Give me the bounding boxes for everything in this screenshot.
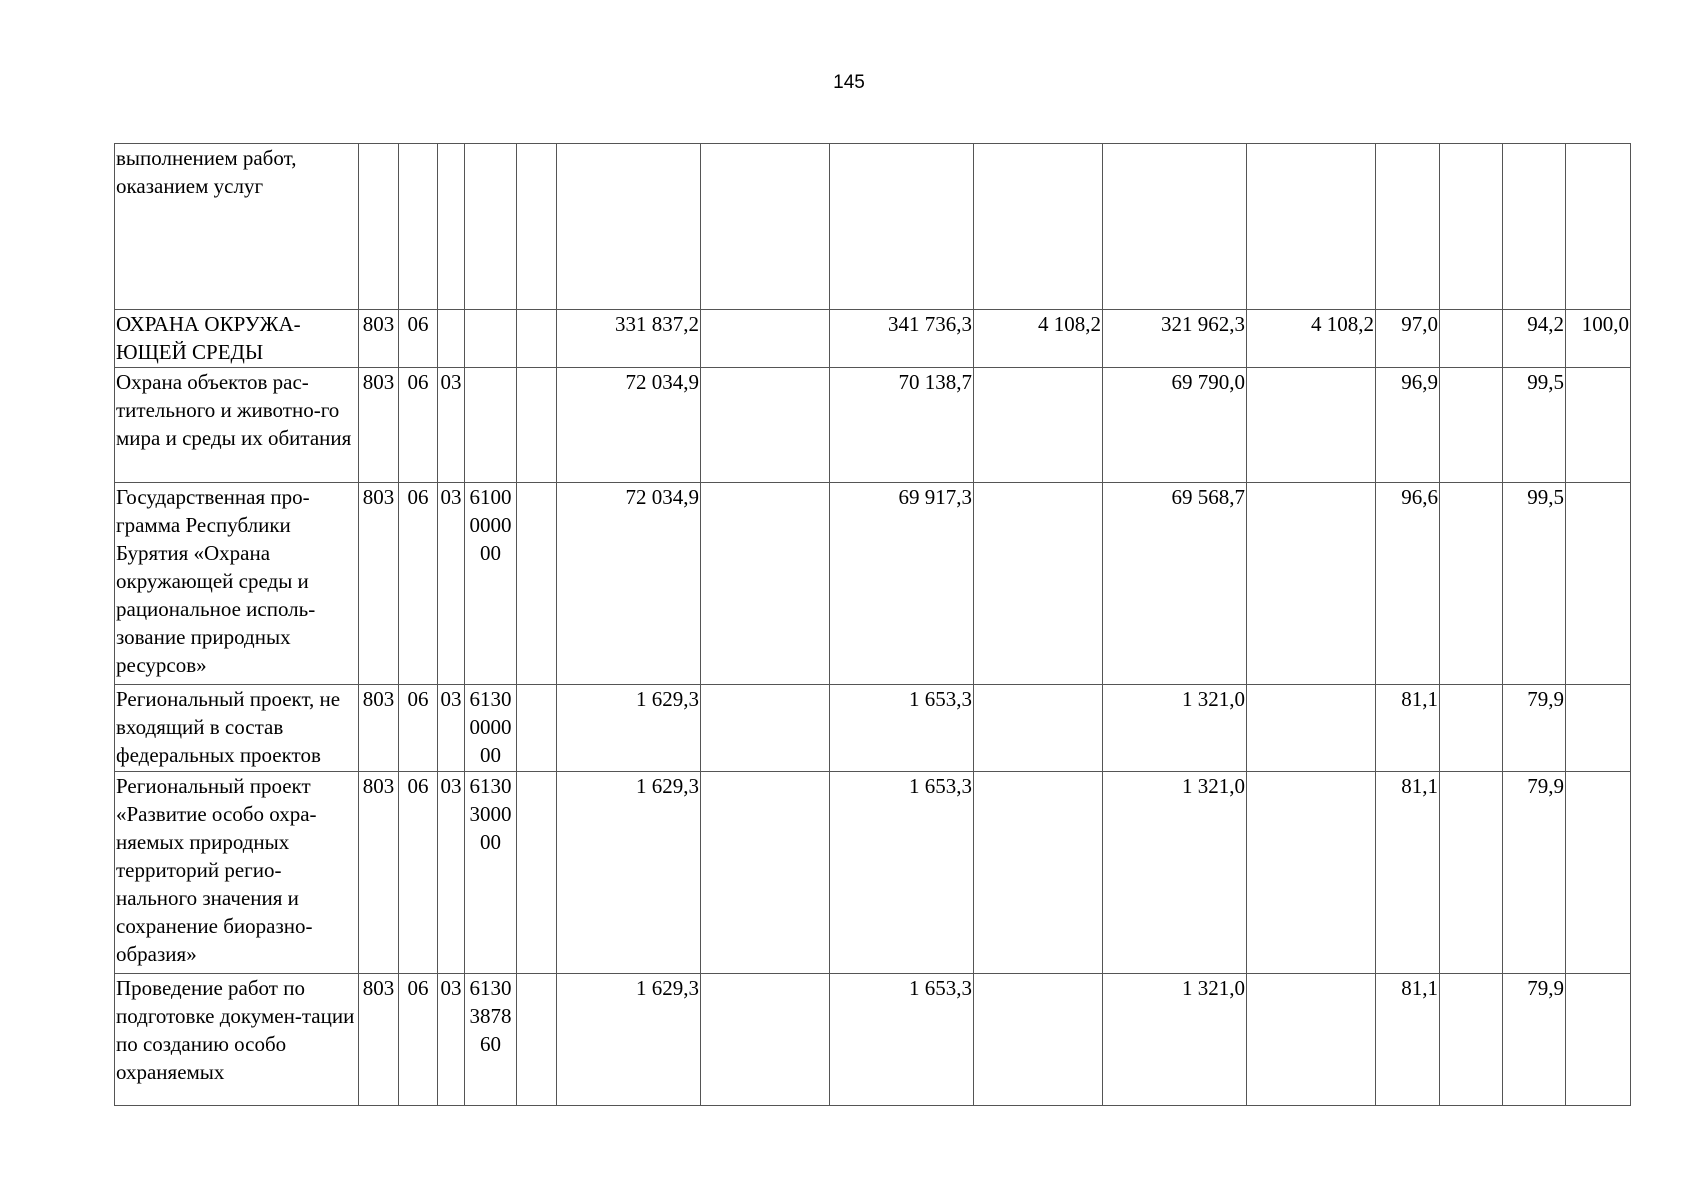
table-row <box>115 685 1631 772</box>
subsection-code-cell: 03 <box>438 974 465 1106</box>
value-cell-6: 4 108,2 <box>1247 310 1376 368</box>
percent-cell-2 <box>1440 144 1503 310</box>
percent-cell-3: 79,9 <box>1503 974 1566 1106</box>
value-cell-2 <box>701 974 830 1106</box>
value-cell-4 <box>974 772 1103 974</box>
target-article-cell: 6130000000 <box>465 685 517 772</box>
percent-cell-4 <box>1566 483 1631 685</box>
expense-type-cell <box>517 974 557 1106</box>
value-cell-5: 1 321,0 <box>1103 685 1247 772</box>
expense-type-cell <box>517 483 557 685</box>
percent-cell-1: 81,1 <box>1376 685 1440 772</box>
value-cell-3: 70 138,7 <box>830 368 974 483</box>
table-row <box>115 144 1631 310</box>
percent-cell-4 <box>1566 144 1631 310</box>
page-number: 145 <box>833 72 865 93</box>
value-cell-4 <box>974 974 1103 1106</box>
value-cell-5: 69 790,0 <box>1103 368 1247 483</box>
adm-code-cell: 803 <box>359 772 399 974</box>
value-cell-1: 331 837,2 <box>557 310 701 368</box>
value-cell-5 <box>1103 144 1247 310</box>
expense-type-cell <box>517 144 557 310</box>
percent-cell-1: 96,9 <box>1376 368 1440 483</box>
value-cell-2 <box>701 368 830 483</box>
percent-cell-3: 99,5 <box>1503 368 1566 483</box>
percent-cell-3: 79,9 <box>1503 772 1566 974</box>
target-article-cell: 6130387860 <box>465 974 517 1106</box>
row-name-cell: Проведение работ по подготовке докумен-тации по созданию особо охраняемых <box>115 974 359 1106</box>
value-cell-1: 1 629,3 <box>557 772 701 974</box>
percent-cell-3: 99,5 <box>1503 483 1566 685</box>
value-cell-3: 1 653,3 <box>830 974 974 1106</box>
value-cell-2 <box>701 483 830 685</box>
value-cell-4 <box>974 368 1103 483</box>
value-cell-2 <box>701 772 830 974</box>
target-article-cell: 6100000000 <box>465 483 517 685</box>
percent-cell-2 <box>1440 772 1503 974</box>
table-row <box>115 483 1631 685</box>
adm-code-cell <box>359 144 399 310</box>
percent-cell-3: 94,2 <box>1503 310 1566 368</box>
table-row <box>115 772 1631 974</box>
value-cell-1 <box>557 144 701 310</box>
budget-table <box>114 143 1631 1106</box>
table-row <box>115 368 1631 483</box>
table-row <box>115 310 1631 368</box>
section-code-cell: 06 <box>399 310 438 368</box>
value-cell-6 <box>1247 483 1376 685</box>
expense-type-cell <box>517 368 557 483</box>
value-cell-5: 1 321,0 <box>1103 772 1247 974</box>
subsection-code-cell: 03 <box>438 772 465 974</box>
value-cell-1: 1 629,3 <box>557 974 701 1106</box>
target-article-cell <box>465 144 517 310</box>
row-name-cell: Региональный проект «Развитие особо охра-няемых природных территорий регио-нального значения и сохранение биоразно-образия» <box>115 772 359 974</box>
percent-cell-2 <box>1440 483 1503 685</box>
subsection-code-cell: 03 <box>438 483 465 685</box>
percent-cell-4 <box>1566 685 1631 772</box>
percent-cell-3 <box>1503 144 1566 310</box>
section-code-cell: 06 <box>399 974 438 1106</box>
value-cell-2 <box>701 685 830 772</box>
value-cell-5: 321 962,3 <box>1103 310 1247 368</box>
adm-code-cell: 803 <box>359 310 399 368</box>
percent-cell-4 <box>1566 974 1631 1106</box>
adm-code-cell: 803 <box>359 368 399 483</box>
value-cell-4 <box>974 483 1103 685</box>
value-cell-5: 69 568,7 <box>1103 483 1247 685</box>
expense-type-cell <box>517 685 557 772</box>
value-cell-2 <box>701 144 830 310</box>
value-cell-4 <box>974 685 1103 772</box>
expense-type-cell <box>517 772 557 974</box>
value-cell-4 <box>974 144 1103 310</box>
target-article-cell: 6130300000 <box>465 772 517 974</box>
percent-cell-3: 79,9 <box>1503 685 1566 772</box>
target-article-cell <box>465 368 517 483</box>
subsection-code-cell <box>438 310 465 368</box>
value-cell-5: 1 321,0 <box>1103 974 1247 1106</box>
value-cell-6 <box>1247 685 1376 772</box>
value-cell-3: 1 653,3 <box>830 772 974 974</box>
section-code-cell: 06 <box>399 685 438 772</box>
percent-cell-2 <box>1440 974 1503 1106</box>
percent-cell-1: 97,0 <box>1376 310 1440 368</box>
section-code-cell: 06 <box>399 772 438 974</box>
value-cell-1: 72 034,9 <box>557 483 701 685</box>
adm-code-cell: 803 <box>359 974 399 1106</box>
percent-cell-2 <box>1440 685 1503 772</box>
percent-cell-2 <box>1440 310 1503 368</box>
subsection-code-cell: 03 <box>438 368 465 483</box>
adm-code-cell: 803 <box>359 483 399 685</box>
value-cell-3 <box>830 144 974 310</box>
subsection-code-cell <box>438 144 465 310</box>
value-cell-4: 4 108,2 <box>974 310 1103 368</box>
row-name-cell: Государственная про-грамма Республики Бурятия «Охрана окружающей среды и рациональное исполь-зование природных ресурсов» <box>115 483 359 685</box>
percent-cell-4: 100,0 <box>1566 310 1631 368</box>
percent-cell-1 <box>1376 144 1440 310</box>
value-cell-6 <box>1247 144 1376 310</box>
value-cell-1: 1 629,3 <box>557 685 701 772</box>
value-cell-2 <box>701 310 830 368</box>
percent-cell-2 <box>1440 368 1503 483</box>
value-cell-3: 341 736,3 <box>830 310 974 368</box>
section-code-cell <box>399 144 438 310</box>
value-cell-6 <box>1247 974 1376 1106</box>
row-name-cell: выполнением работ, оказанием услуг <box>115 144 359 310</box>
percent-cell-1: 81,1 <box>1376 772 1440 974</box>
target-article-cell <box>465 310 517 368</box>
subsection-code-cell: 03 <box>438 685 465 772</box>
value-cell-3: 1 653,3 <box>830 685 974 772</box>
row-name-cell: Охрана объектов рас-тительного и животно-го мира и среды их обитания <box>115 368 359 483</box>
value-cell-1: 72 034,9 <box>557 368 701 483</box>
value-cell-3: 69 917,3 <box>830 483 974 685</box>
row-name-cell: ОХРАНА ОКРУЖА-ЮЩЕЙ СРЕДЫ <box>115 310 359 368</box>
expense-type-cell <box>517 310 557 368</box>
table-row <box>115 974 1631 1106</box>
section-code-cell: 06 <box>399 368 438 483</box>
percent-cell-4 <box>1566 368 1631 483</box>
row-name-cell: Региональный проект, не входящий в состав федеральных проектов <box>115 685 359 772</box>
section-code-cell: 06 <box>399 483 438 685</box>
value-cell-6 <box>1247 368 1376 483</box>
adm-code-cell: 803 <box>359 685 399 772</box>
value-cell-6 <box>1247 772 1376 974</box>
percent-cell-1: 81,1 <box>1376 974 1440 1106</box>
percent-cell-4 <box>1566 772 1631 974</box>
percent-cell-1: 96,6 <box>1376 483 1440 685</box>
